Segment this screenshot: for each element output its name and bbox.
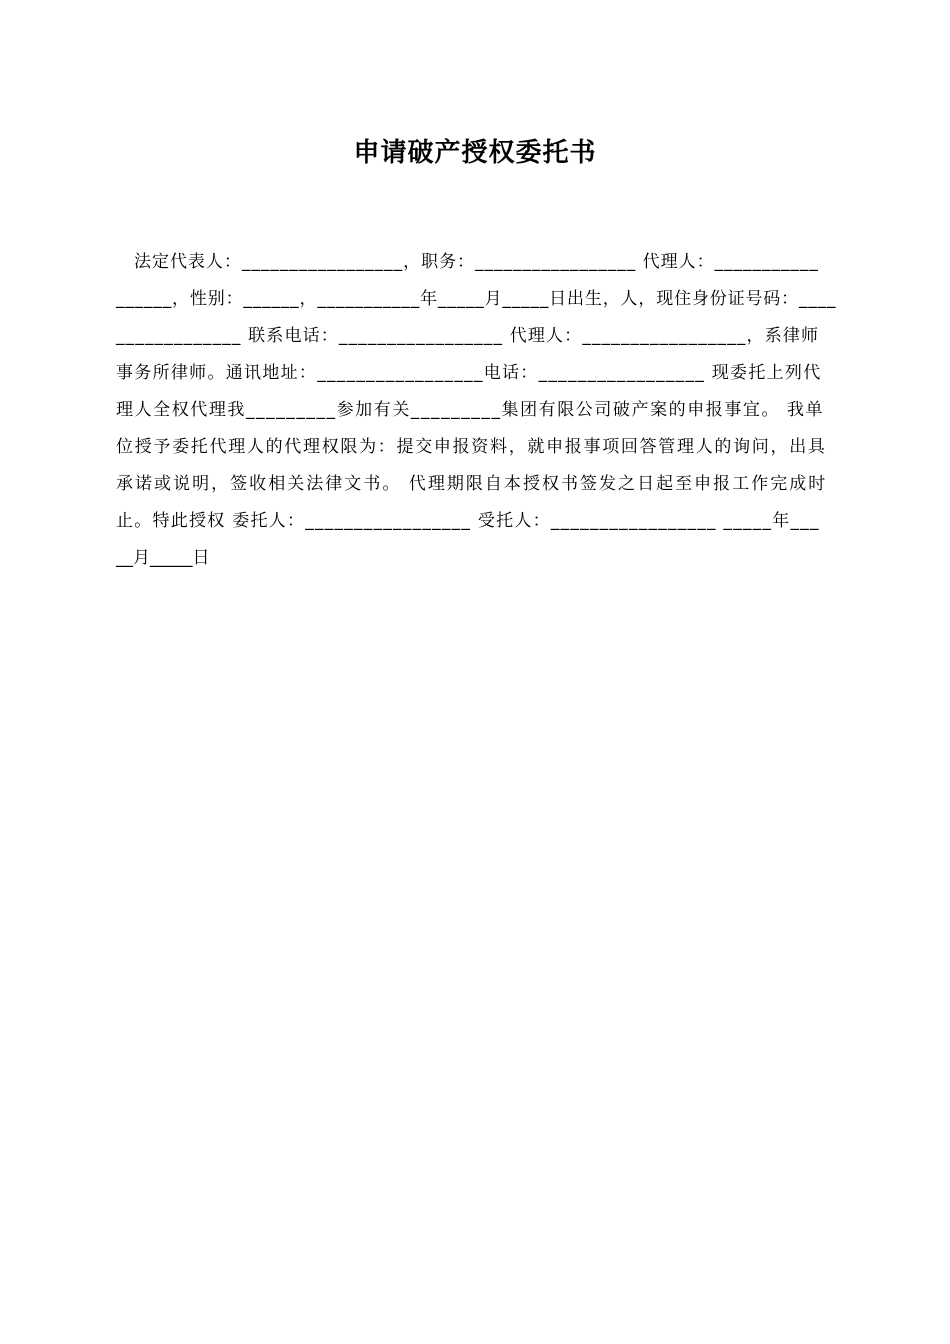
body-line [116, 318, 836, 355]
body-line [116, 281, 836, 318]
body-line [116, 429, 836, 466]
body-line [116, 392, 836, 429]
body-line-text: 止。特此授权 委托人：_________________ 受托人：_________________ _____年___ [116, 511, 820, 531]
body-line [116, 355, 836, 392]
body-line [116, 503, 836, 540]
body-line-text: 事务所律师。通讯地址：_________________电话：_________________ 现委托上列代 [116, 363, 822, 383]
body-line-text: 位授予委托代理人的代理权限为：提交申报资料，就申报事项回答管理人的询问，出具 [116, 437, 827, 457]
body-line-text: 法定代表人：_________________，职务：_________________ 代理人：___________ [116, 252, 819, 272]
body-line [116, 244, 836, 281]
body-line-text: __月_____日 [116, 548, 210, 568]
document-body [116, 244, 836, 577]
body-line [116, 466, 836, 503]
document-title: 申请破产授权委托书 [353, 138, 597, 168]
body-line-text: 理人全权代理我_________参加有关_________集团有限公司破产案的申报事宜。 我单 [116, 400, 825, 420]
body-line [116, 540, 836, 577]
body-line-text: _____________ 联系电话：_________________ 代理人：_________________，系律师 [116, 326, 820, 346]
body-line-text: 承诺或说明，签收相关法律文书。 代理期限自本授权书签发之日起至申报工作完成时 [116, 474, 828, 494]
body-line-text: ______，性别：______，___________年_____月_____日出生，人，现住身份证号码：____ [116, 289, 837, 309]
